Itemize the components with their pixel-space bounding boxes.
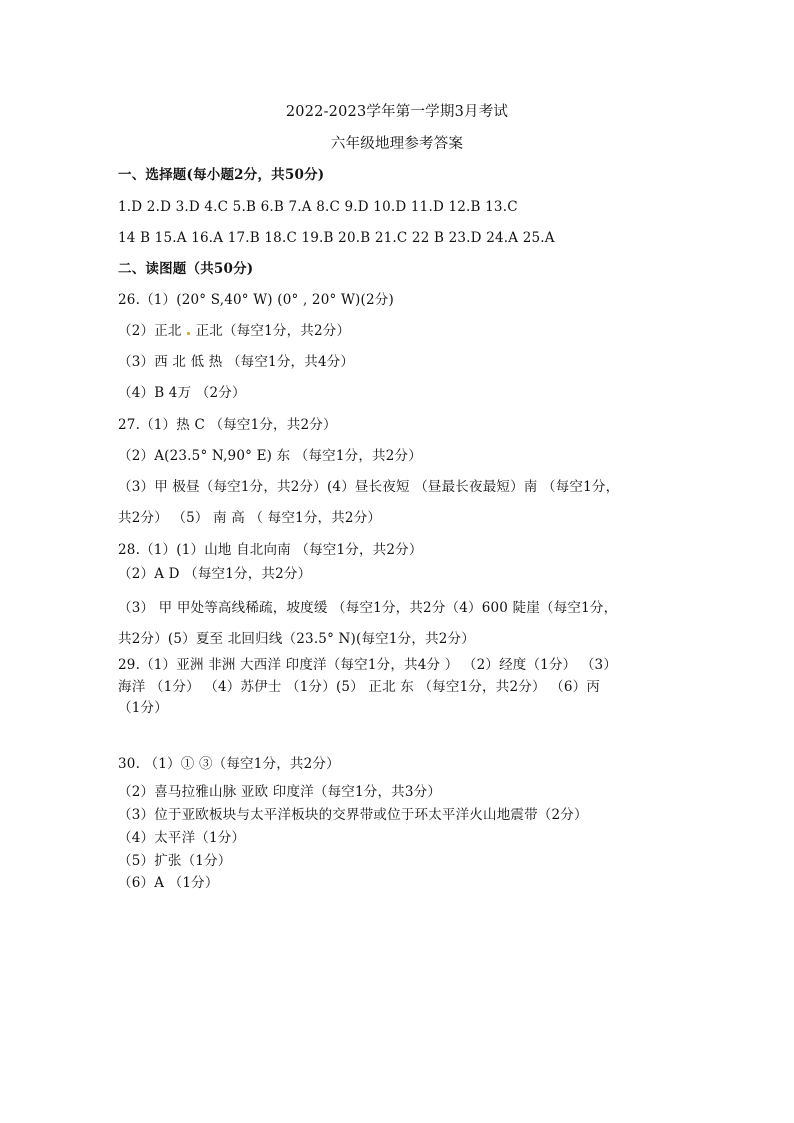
answer-28-part-1: 28.（1）(1）山地 自北向南 （每空1分，共2分）: [118, 542, 423, 558]
section-map-reading-heading: 二、读图题（共50分): [118, 261, 254, 277]
answer-27-part-2: （2）A(23.5° N,90° E) 东 （每空1分，共2分）: [118, 448, 422, 464]
answer-27-part-3-continued: 共2分） （5） 南 高 （ 每空1分，共2分）: [118, 510, 382, 526]
choice-answers-row-1: 1.D 2.D 3.D 4.C 5.B 6.B 7.A 8.C 9.D 10.D 11.D 12.B 13.C: [118, 199, 518, 215]
scan-mark: [187, 332, 190, 335]
answer-26-part-2: [118, 322, 718, 340]
answer-29-line-2: 海洋 （1分） （4）苏伊士 （1分）(5） 正北 东 （每空1分，共2分） （6）丙: [118, 679, 601, 695]
section-choice-heading: 一、选择题(每小题2分，共50分): [118, 167, 325, 183]
answer-29-line-3: （1分）: [118, 700, 168, 716]
answer-30-part-6: （6）A （1分）: [118, 875, 219, 891]
answer-30-part-3: （3）位于亚欧板块与太平洋板块的交界带或位于环太平洋火山地震带（2分）: [118, 807, 588, 823]
answer-28-part-3-continued: 共2分）(5）夏至 北回归线（23.5° N)(每空1分，共2分）: [118, 631, 475, 647]
exam-title: 2022-2023学年第一学期3月考试: [285, 104, 509, 120]
answer-30-part-4: （4）太平洋（1分）: [118, 830, 246, 846]
answer-26-part-2-b: 正北（每空1分，共2分）: [195, 323, 351, 339]
answer-26-part-2-a: （2）正北: [118, 323, 182, 339]
answer-30-part-5: （5）扩张（1分）: [118, 853, 232, 869]
answer-27-part-1: 27.（1）热 C （每空1分，共2分）: [118, 417, 337, 433]
answer-30-part-2: （2）喜马拉雅山脉 亚欧 印度洋（每空1分，共3分）: [118, 784, 442, 800]
answer-28-part-2: （2）A D （每空1分，共2分）: [118, 566, 312, 582]
answer-26-part-3: （3）西 北 低 热 （每空1分，共4分）: [118, 354, 355, 370]
answer-26-part-1: 26.（1）(20° S,40° W) (0° , 20° W)(2分): [118, 292, 394, 308]
exam-subtitle: 六年级地理参考答案: [330, 136, 464, 152]
answer-27-part-3: （3）甲 极昼（每空1分，共2分）(4）昼长夜短 （昼最长夜最短）南 （每空1分，: [118, 479, 620, 495]
answer-28-part-3: （3） 甲 甲处等高线稀疏，坡度缓 （每空1分，共2分（4）600 陡崖（每空1分，: [118, 600, 618, 616]
answer-30-part-1: 30. （1）① ③（每空1分，共2分）: [118, 756, 340, 772]
answer-26-part-4: （4）B 4万 （2分）: [118, 385, 246, 401]
answer-29-line-1: 29.（1）亚洲 非洲 大西洋 印度洋（每空1分，共4分 ） （2）经度（1分） （3）: [118, 657, 618, 673]
choice-answers-row-2: 14 B 15.A 16.A 17.B 18.C 19.B 20.B 21.C 22 B 23.D 24.A 25.A: [118, 230, 555, 246]
